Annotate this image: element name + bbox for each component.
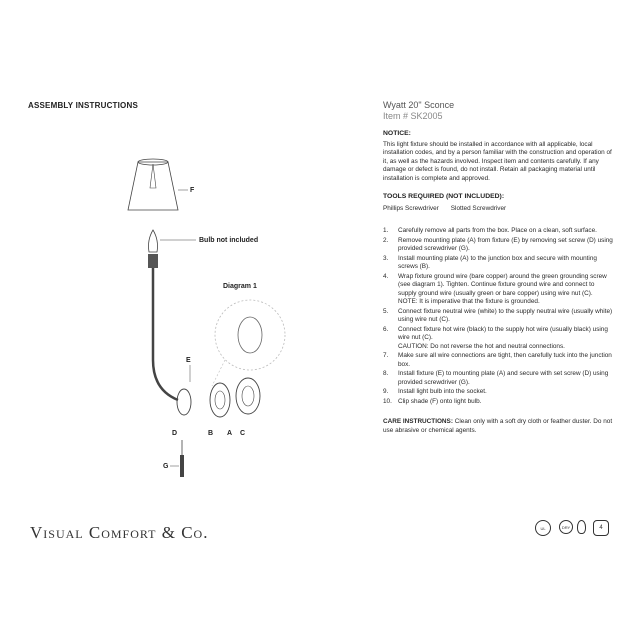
shade-clip <box>150 164 156 188</box>
assembly-heading: ASSEMBLY INSTRUCTIONS <box>28 101 138 110</box>
label-b: B <box>208 430 214 437</box>
tools-list <box>383 205 613 214</box>
backplate-drawing <box>177 389 191 415</box>
arm-drawing <box>153 268 178 400</box>
care-text: Clean only with a soft dry cloth or feather duster. Do not use abrasive or chemical agents. <box>383 418 613 434</box>
step-item: 6. Connect fixture hot wire (black) to the supply hot wire (usually black) using wire nut (C). CAUTION: Do not reverse the hot and neutral connections. <box>383 326 613 352</box>
shade-drawing <box>128 162 178 210</box>
bulb-drawing <box>149 230 158 252</box>
assembly-diagram <box>120 150 320 490</box>
item-number: Item # SK2005 <box>383 111 443 121</box>
ul-listed-icon: UL <box>535 520 551 536</box>
socket-drawing <box>148 254 158 268</box>
step-caution: CAUTION: Do not reverse the hot and neutral connections. <box>398 342 565 350</box>
step-item: 7. Make sure all wire connections are tight, then carefully tuck into the junction box. <box>383 352 612 368</box>
steps-list <box>383 227 613 406</box>
care-heading: CARE INSTRUCTIONS: <box>383 418 453 425</box>
diagram1-circle <box>215 300 285 370</box>
step-note: NOTE: It is imperative that the fixture is grounded. <box>398 298 540 305</box>
step-item: 5. Connect fixture neutral wire (white) to the supply neutral wire (usually white) using wire nut (C). <box>383 307 613 323</box>
notice-text: This light fixture should be installed in accordance with all applicable, local installation codes, and by a person familiar with the construction and operation of it, as well as the hazards involved. Inspect item and contents carefully. If any damage or defect is found, do not install. Retain all packaging material until installation is complete and approved. <box>383 140 612 182</box>
certification-badges <box>535 520 615 540</box>
step-item: 8. Install fixture (E) to mounting plate (A) and secure with set screw (D) using provided screwdriver (G). <box>383 370 609 386</box>
label-d: D <box>172 430 178 437</box>
screwdriver-handle <box>180 455 184 477</box>
notice-heading: NOTICE: <box>383 130 411 137</box>
bulb-icon <box>577 520 586 534</box>
junction-box-drawing <box>236 378 260 414</box>
label-a: A <box>227 430 233 437</box>
label-c: C <box>240 430 246 437</box>
step-item: 9. Install light bulb into the socket. <box>383 388 487 395</box>
step-item: 4. Wrap fixture ground wire (bare copper) around the green grounding screw (see diagram 1). Tighten. Continue fixture ground wire and connect to supply ground wire (usually green or bare copper) using wire nut (C). NOTE: It is imperative that the fixture is grounded. <box>383 273 613 307</box>
product-title: Wyatt 20" Sconce <box>383 100 455 110</box>
step-item: 10. Clip shade (F) onto light bulb. <box>383 397 482 405</box>
step-item: 2. Remove mounting plate (A) from fixture (E) by removing set screw (D) using provided screwdriver (G). <box>383 236 613 252</box>
bulb-count-icon: 4 <box>593 520 609 536</box>
tools-heading: TOOLS REQUIRED (NOT INCLUDED): <box>383 193 505 200</box>
bulb-label: Bulb not included <box>199 237 259 244</box>
instructions-column <box>383 100 613 435</box>
care-instructions <box>383 418 613 435</box>
step-item: 3. Install mounting plate (A) to the junction box and secure with mounting screws (B). <box>383 254 597 270</box>
label-g: G <box>163 463 169 470</box>
label-e: E <box>186 357 191 364</box>
brand-logo: Visual Comfort & Co. <box>30 523 209 542</box>
diagram1-label: Diagram 1 <box>223 283 257 290</box>
step-item: 1. Carefully remove all parts from the box. Place on a clean, soft surface. <box>383 227 597 234</box>
tool-item: Slotted Screwdriver <box>450 204 507 212</box>
mounting-plate-drawing <box>210 383 230 417</box>
label-f: F <box>190 187 195 194</box>
tool-item: Phillips Screwdriver <box>383 204 439 212</box>
dry-location-icon: DRY <box>559 520 573 534</box>
